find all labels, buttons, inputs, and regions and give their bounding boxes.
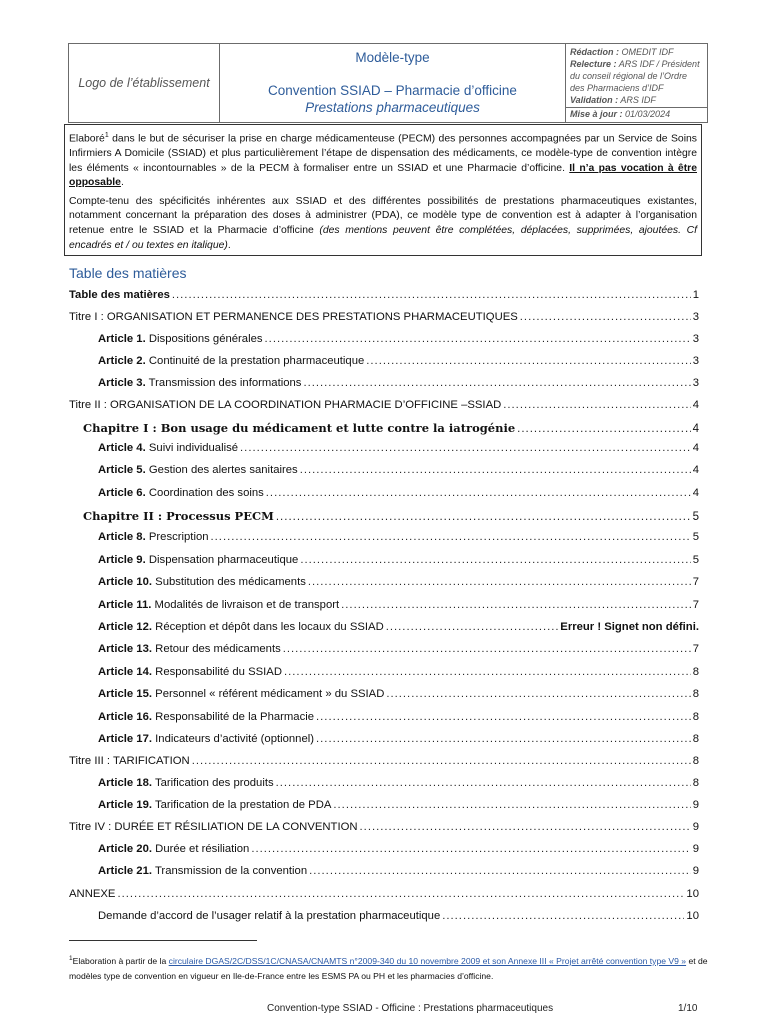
toc-entry[interactable]: [69, 821, 699, 837]
toc-leader-dots: [284, 666, 691, 678]
doc-type: Modèle-type: [355, 50, 430, 65]
toc-leader-dots: [276, 777, 691, 789]
toc-entry[interactable]: [69, 399, 699, 415]
toc-entry[interactable]: [69, 799, 699, 815]
meta-block: [566, 44, 708, 123]
toc-entry-label: ANNEXE: [69, 888, 116, 900]
toc-leader-dots: [240, 442, 691, 454]
toc-entry-label: Article 11. Modalités de livraison et de transport: [98, 599, 340, 611]
toc-entry[interactable]: [69, 643, 699, 659]
toc-page-number: 3: [692, 377, 699, 389]
toc-leader-dots: [192, 755, 691, 767]
toc-entry-label: Titre I : ORGANISATION ET PERMANENCE DES PRESTATIONS PHARMACEUTIQUES: [69, 311, 518, 323]
toc-entry[interactable]: [69, 509, 699, 525]
toc-leader-dots: [316, 711, 691, 723]
toc-entry[interactable]: [69, 442, 699, 458]
toc-page-number: 5: [692, 531, 699, 543]
toc-leader-dots: [366, 355, 690, 367]
toc-leader-dots: [172, 289, 691, 301]
toc-leader-dots: [309, 865, 691, 877]
logo-text: Logo de l’établissement: [78, 75, 210, 90]
toc-entry-label: Article 5. Gestion des alertes sanitaires: [98, 464, 298, 476]
toc-entry-label: Article 1. Dispositions générales: [98, 333, 263, 345]
toc-entry-label: Article 14. Responsabilité du SSIAD: [98, 666, 283, 678]
intro-box: [64, 124, 702, 256]
toc-leader-dots: [316, 733, 691, 745]
toc-entry[interactable]: [69, 733, 699, 749]
toc-entry-label: Article 3. Transmission des informations: [98, 377, 302, 389]
toc-entry-label: Article 13. Retour des médicaments: [98, 643, 281, 655]
toc-entry-label: Article 10. Substitution des médicaments: [98, 576, 306, 588]
toc-leader-dots: [283, 643, 691, 655]
toc-entry[interactable]: [69, 289, 699, 305]
toc-entry[interactable]: [69, 688, 699, 704]
toc-entry-label: Article 8. Prescription: [98, 531, 209, 543]
toc-entry[interactable]: [69, 621, 699, 637]
toc-entry-label: Article 15. Personnel « référent médicament » du SSIAD: [98, 688, 385, 700]
toc-page-number: 7: [692, 576, 699, 588]
toc-entry-label: Chapitre II : Processus PECM: [83, 509, 274, 523]
toc-page-number: 8: [692, 755, 699, 767]
toc-page-number: 9: [692, 799, 699, 811]
toc-page-number: 10: [686, 888, 699, 900]
toc-page-number: 4: [692, 464, 699, 476]
toc-entry[interactable]: [69, 711, 699, 727]
toc-entry-label: Article 16. Responsabilité de la Pharmacie: [98, 711, 315, 723]
toc-page-number: 4: [692, 423, 699, 435]
doc-title: Convention SSIAD – Pharmacie d’officine: [268, 83, 517, 98]
toc-entry-label: Titre II : ORGANISATION DE LA COORDINATION PHARMACIE D’OFFICINE –SSIAD: [69, 399, 502, 411]
footnote-rule: [69, 940, 257, 941]
toc-page-number: 4: [692, 487, 699, 499]
toc-entry[interactable]: [69, 576, 699, 592]
toc-entry-label: Demande d’accord de l’usager relatif à la prestation pharmaceutique: [98, 910, 441, 922]
toc-leader-dots: [517, 423, 690, 435]
toc-page-number: 8: [692, 688, 699, 700]
toc-leader-dots: [211, 531, 691, 543]
footnote-link[interactable]: circulaire DGAS/2C/DSS/1C/CNASA/CNAMTS n°2009-340 du 10 novembre 2009 et son Annexe III « Projet arrêté convention type V9 »: [168, 955, 687, 966]
toc-entry[interactable]: [69, 487, 699, 503]
intro-paragraph-2: Compte-tenu des spécificités inhérentes aux SSIAD et des différentes possibilités de prestations pharmaceutiques existantes, notamment concernant la préparation des doses à administrer (PDA), ce modèle type de convention est à adapter à l’organisation retenue entre le SSIAD et la Pharmacie d’officine (des mentions peuvent être complétées, déplacées, supprimées, ajoutées. Cf encadrés et / ou textes en italique).: [69, 195, 697, 251]
toc-entry-label: Article 18. Tarification des produits: [98, 777, 274, 789]
toc-page-number: 5: [692, 511, 699, 523]
toc-leader-dots: [386, 621, 559, 633]
toc-entry-label: Article 4. Suivi individualisé: [98, 442, 239, 454]
toc-leader-dots: [117, 888, 684, 900]
toc-leader-dots: [276, 511, 691, 523]
toc-leader-dots: [442, 910, 684, 922]
toc-entry[interactable]: [69, 464, 699, 480]
toc-page-number: 4: [692, 442, 699, 454]
toc-page-number: 3: [692, 355, 699, 367]
footnote: $^1$Elaboration à partir de la circulaire DGAS/2C/DSS/1C/CNASA/CNAMTS n°2009-340 du 10 novembre 2009 et son Annexe III « Projet arrêté convention type V9 » et de modèles type de convention en vigueur en Ile-de-France entre les ESMS PA ou PH et les pharmacies d’officine.: [69, 955, 708, 981]
toc-leader-dots: [303, 377, 690, 389]
toc-entry-label: Table des matières: [69, 289, 170, 301]
toc-page-number: 7: [692, 643, 699, 655]
update-line: Mise à jour : 01/03/2024: [566, 107, 707, 120]
toc-leader-dots: [341, 599, 691, 611]
toc-entry[interactable]: [69, 843, 699, 859]
toc-entry-label: Article 20. Durée et résiliation: [98, 843, 250, 855]
toc-entry-label: Article 6. Coordination des soins: [98, 487, 264, 499]
toc-entry[interactable]: [69, 554, 699, 570]
toc-page-number: 5: [692, 554, 699, 566]
toc-entry[interactable]: [69, 355, 699, 371]
toc-entry[interactable]: [69, 531, 699, 547]
toc-entry-label: Titre III : TARIFICATION: [69, 755, 190, 767]
toc-page-number: 9: [692, 865, 699, 877]
toc-entry[interactable]: [69, 666, 699, 682]
toc-page-number: 8: [692, 733, 699, 745]
toc-entry[interactable]: [69, 599, 699, 615]
toc-leader-dots: [266, 487, 691, 499]
toc-leader-dots: [251, 843, 690, 855]
toc-entry[interactable]: [69, 333, 699, 349]
toc-entry[interactable]: [69, 777, 699, 793]
toc-entry-label: Titre IV : DURÉE ET RÉSILIATION DE LA CONVENTION: [69, 821, 358, 833]
toc-entry[interactable]: [69, 755, 699, 771]
relecture-line: Relecture : ARS IDF / Président du conseil régional de l’Ordre des Pharmaciens d’IDF: [570, 59, 700, 93]
toc-page-number: 10: [686, 910, 699, 922]
validation-line: Validation : ARS IDF: [570, 95, 656, 105]
toc-leader-dots: [520, 311, 691, 323]
toc-page-number: 4: [692, 399, 699, 411]
toc-page-number: 3: [692, 311, 699, 323]
toc-page-number: Erreur ! Signet non défini.: [560, 621, 699, 633]
doc-subtitle: Prestations pharmaceutiques: [305, 100, 480, 115]
toc-page-number: 8: [692, 666, 699, 678]
toc-entry-label: Article 17. Indicateurs d’activité (optionnel): [98, 733, 315, 745]
toc-page-number: 7: [692, 599, 699, 611]
toc-leader-dots: [333, 799, 690, 811]
toc-heading: Table des matières: [69, 265, 187, 281]
redaction-line: Rédaction : OMEDIT IDF: [570, 47, 674, 57]
toc-entry[interactable]: [69, 421, 699, 437]
toc-page-number: 8: [692, 711, 699, 723]
toc-leader-dots: [386, 688, 690, 700]
toc-entry[interactable]: [69, 377, 699, 393]
toc-leader-dots: [300, 554, 690, 566]
toc-entry[interactable]: [69, 311, 699, 327]
toc-entry[interactable]: [69, 865, 699, 881]
page-number: 1/10: [678, 1003, 698, 1014]
toc-leader-dots: [300, 464, 691, 476]
logo-placeholder: [69, 44, 220, 123]
toc-entry-label: Chapitre I : Bon usage du médicament et lutte contre la iatrogénie: [83, 421, 516, 435]
document-header: [68, 43, 708, 123]
page-footer-title: Convention-type SSIAD - Officine : Prestations pharmaceutiques: [267, 1003, 554, 1014]
toc-entry[interactable]: [69, 888, 699, 904]
toc-entry-label: Article 19. Tarification de la prestation de PDA: [98, 799, 332, 811]
toc-page-number: 9: [692, 821, 699, 833]
toc-leader-dots: [503, 399, 690, 411]
toc-leader-dots: [265, 333, 691, 345]
title-block: [220, 44, 566, 123]
toc-entry-label: Article 21. Transmission de la convention: [98, 865, 308, 877]
toc-entry-label: Article 12. Réception et dépôt dans les locaux du SSIAD: [98, 621, 384, 633]
intro-paragraph-1: Elaboré$^1$ dans le but de sécuriser la prise en charge médicamenteuse (PECM) des personnes accompagnées par un Service de Soins Infirmiers A Domicile (SSIAD) et plus particulièrement l’étape de dispensation des médicaments, ce modèle-type de convention intègre les éléments « incontournables » de la PECM à formaliser entre un SSIAD et une Pharmacie d’officine. Il n’a pas vocation à être opposable.: [69, 132, 697, 189]
toc-leader-dots: [308, 576, 691, 588]
toc-page-number: 3: [692, 333, 699, 345]
toc-entry-label: Article 9. Dispensation pharmaceutique: [98, 554, 299, 566]
toc-entry-label: Article 2. Continuité de la prestation pharmaceutique: [98, 355, 365, 367]
toc-page-number: 8: [692, 777, 699, 789]
toc-leader-dots: [360, 821, 691, 833]
toc-page-number: 1: [692, 289, 699, 301]
toc-page-number: 9: [692, 843, 699, 855]
toc-entry[interactable]: [69, 910, 699, 926]
